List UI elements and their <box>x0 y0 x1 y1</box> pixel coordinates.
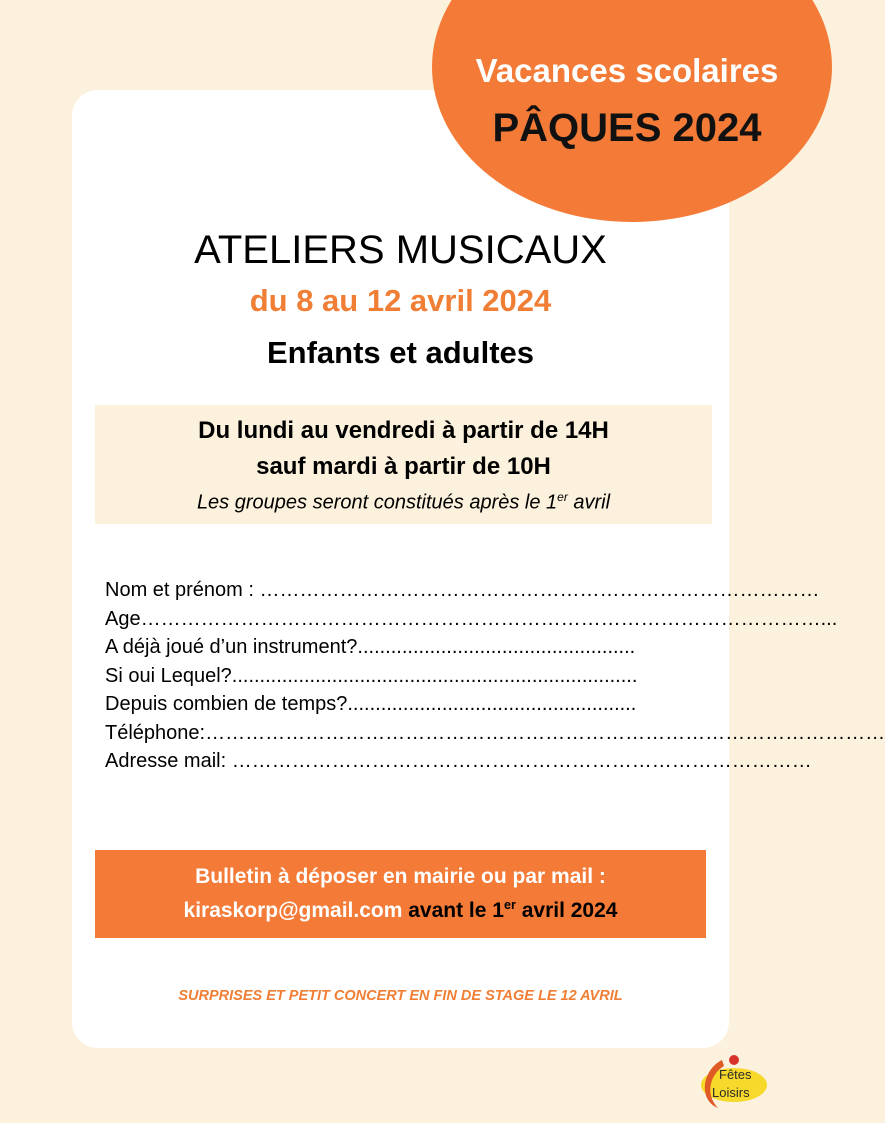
form-field-played-instrument[interactable]: A déjà joué d’un instrument?.................................................. <box>105 636 636 658</box>
fetes-loisirs-logo <box>694 1052 774 1112</box>
form-field-email[interactable]: Adresse mail: …………………………………………………………………………… <box>105 750 812 772</box>
schedule-note <box>95 490 712 515</box>
form-field-name[interactable]: Nom et prénom : ………………………………………………………………………… <box>105 579 820 601</box>
page-title: ATELIERS MUSICAUX <box>194 228 607 272</box>
schedule-note-sup: er <box>557 490 568 504</box>
schedule-note-end: avril <box>567 491 611 514</box>
schedule-line-2: sauf mardi à partir de 10H <box>256 453 551 480</box>
event-dates: du 8 au 12 avril 2024 <box>249 283 552 318</box>
form-field-phone[interactable]: Téléphone:………………………………………………………………………………………… <box>105 721 885 744</box>
deposit-line-1: Bulletin à déposer en mairie ou par mail : <box>195 865 606 888</box>
contact-email[interactable]: kiraskorp@gmail.com <box>183 899 403 922</box>
registration-form <box>105 576 885 776</box>
logo-text-fetes: Fêtes <box>719 1067 752 1082</box>
form-field-age[interactable]: Age…………………………………………………………………………………………... <box>105 607 838 630</box>
schedule-note-text: Les groupes seront constitués après le 1 <box>196 491 558 514</box>
deposit-deadline-sup: er <box>503 898 516 912</box>
deposit-banner <box>95 850 706 938</box>
form-field-which-instrument[interactable]: Si oui Lequel?......................................................................... <box>105 664 638 687</box>
logo-text-loisirs: Loisirs <box>712 1085 750 1100</box>
deposit-deadline-prefix: avant le 1 <box>402 899 504 922</box>
badge-line-1: Vacances scolaires <box>475 52 779 89</box>
deposit-line-2 <box>95 898 706 923</box>
schedule-box <box>95 405 712 524</box>
badge-line-2: PÂQUES 2024 <box>492 106 762 150</box>
audience-label: Enfants et adultes <box>267 335 534 370</box>
footer-note: SURPRISES ET PETIT CONCERT EN FIN DE STAGE LE 12 AVRIL <box>178 988 623 1004</box>
form-field-duration[interactable]: Depuis combien de temps?.................................................... <box>105 693 637 715</box>
deposit-deadline-date: avril 2024 <box>515 899 618 922</box>
schedule-line-1: Du lundi au vendredi à partir de 14H <box>198 417 609 444</box>
